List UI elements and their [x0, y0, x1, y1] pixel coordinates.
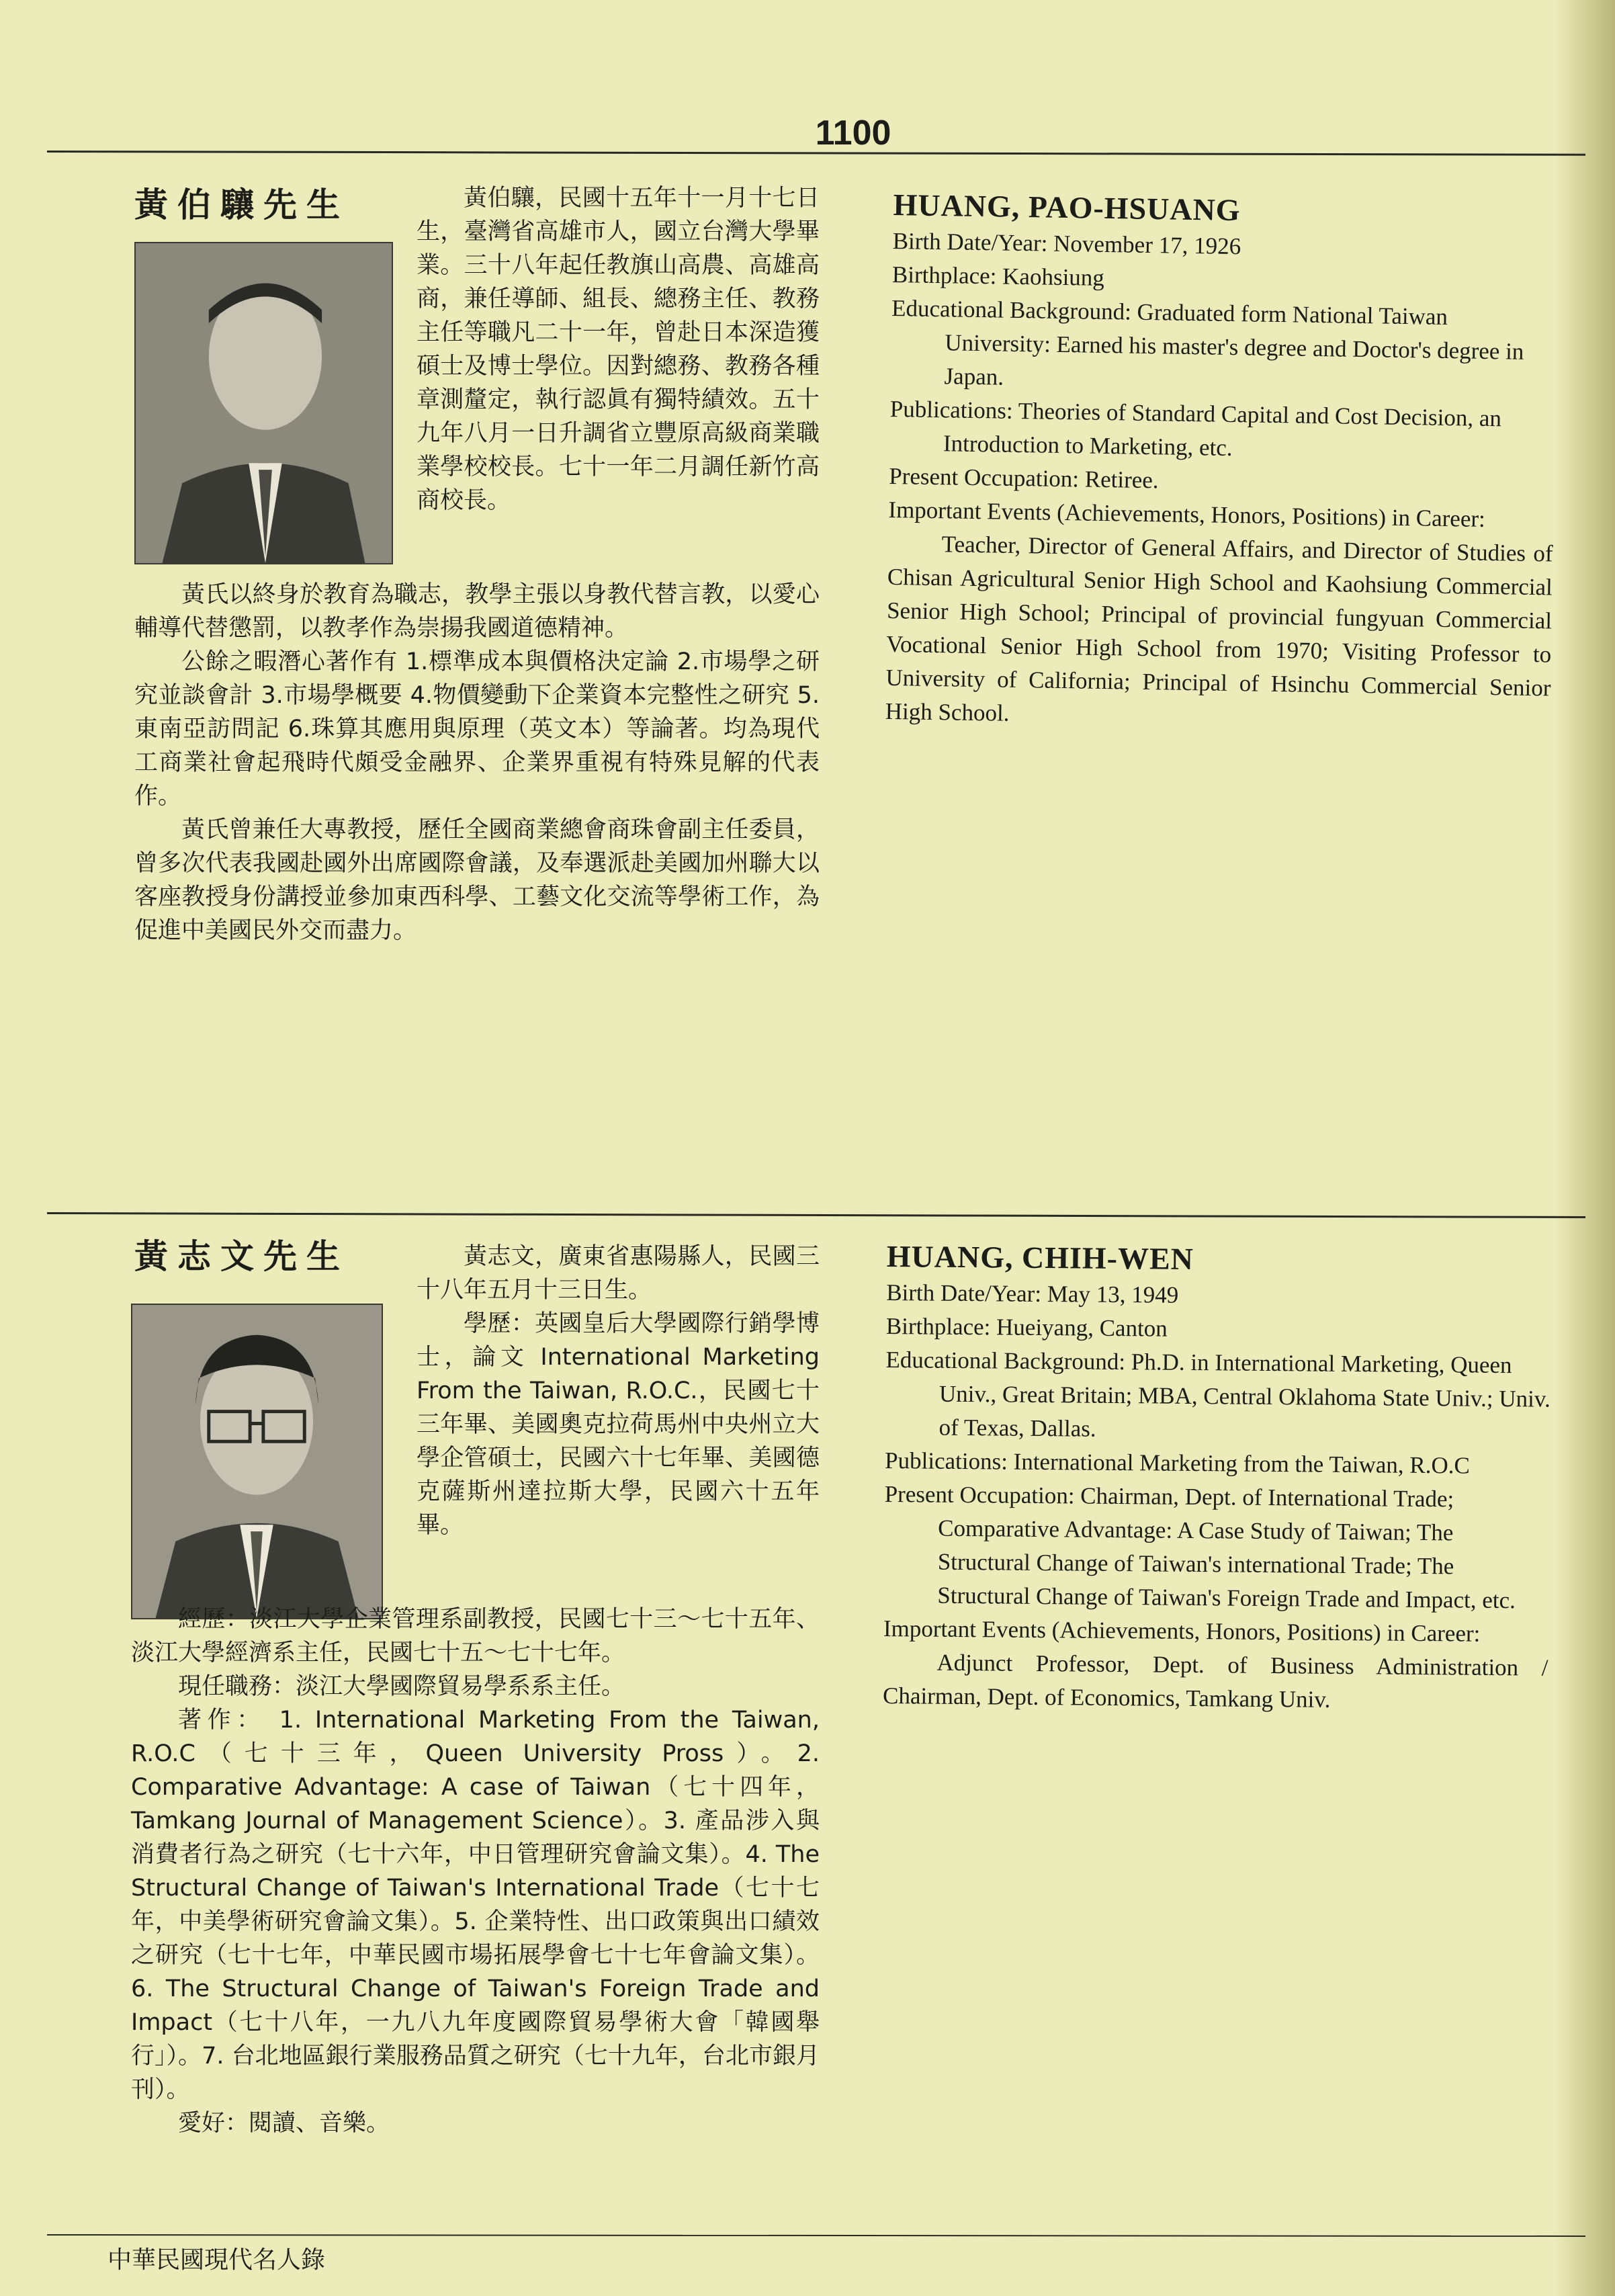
- entry2-en-occupation: Present Occupation: Chairman, Dept. of International Trade; Comparative Advantage: A Case Study of Taiwan; The Structural Change of Taiwan's international Trade; The Structural Change of Taiwan's Foreign Trade and Impact, etc.: [884, 1480, 1516, 1614]
- entry2-cn-paragraph-6: 愛好：閱讀、音樂。: [178, 2110, 390, 2137]
- book-title-footer: 中華民國現代名人錄: [107, 2246, 326, 2274]
- entry1-cn-paragraph-3: 公餘之暇潛心著作有 1.標準成本與價格決定論 2.市場學之研究並談會計 3.市場學概要 4.物價變動下企業資本完整性之研究 5.東南亞訪問記 6.珠算其應用與原理（英文本）等論著。均為現代工商業社會起飛時代頗受金融界、企業界重視有特殊見解的代表作。: [134, 648, 820, 810]
- entry2-en-education: Educational Background: Ph.D. in International Marketing, Queen Univ., Great Britain; MBA, Central Oklahoma State Univ.; Univ. of Texas, Dallas.: [885, 1346, 1551, 1442]
- entry1-cn-bio-bottom: [134, 578, 820, 947]
- entry1-portrait: [134, 242, 393, 564]
- entry2-en-birthplace: Birthplace: Hueiyang, Canton: [885, 1312, 1168, 1342]
- entry2-cn-name: 黃志文先生: [134, 1237, 349, 1276]
- entry2-en-birthdate: Birth Date/Year: May 13, 1949: [886, 1279, 1179, 1308]
- entry1-cn-name: 黃伯驤先生: [134, 185, 349, 224]
- entry1-en-birthplace: Birthplace: Kaohsiung: [891, 261, 1105, 291]
- entry2-cn-paragraph-2: 學歷：英國皇后大學國際行銷學博士，論文 International Marketing From the Taiwan, R.O.C.，民國七十三年畢、美國奧克拉荷馬州中央州立大學企管碩士，民國六十七年畢、美國德克薩斯州達拉斯大學，民國六十五年畢。: [417, 1310, 820, 1539]
- entry2-en-publications: Publications: International Marketing from the Taiwan, R.O.C: [884, 1447, 1471, 1479]
- entry2-en-bio: [883, 1240, 1552, 1719]
- entry1-en-education: Educational Background: Graduated form National Taiwan University: Earned his master's degree and Doctor's degree in Japan.: [891, 294, 1524, 390]
- entry2-portrait: [131, 1304, 383, 1619]
- entry2-cn-paragraph-4: 現任職務：淡江大學國際貿易學系系主任。: [178, 1673, 625, 1700]
- footer-rule: [47, 2234, 1585, 2237]
- entry2-en-events-heading: Important Events (Achievements, Honors, Positions) in Career:: [883, 1615, 1481, 1647]
- entry1-cn-bio-top: [417, 181, 820, 517]
- entry1-en-career: Teacher, Director of General Affairs, and Director of Studies of Chisan Agricultural Senior High School and Kaohsiung Commercial Senior High School; Principal of provincial fungyuan Commercial Vocational Senior High School from 1970; Visiting Professor to University of California; Principal of Hsinchu Commercial Senior High School.: [885, 531, 1553, 726]
- entry2-en-career: Adjunct Professor, Dept. of Business Administration / Chairman, Dept. of Economics, Tamkang Univ.: [882, 1649, 1548, 1713]
- entry1-cn-paragraph-4: 黃氏曾兼任大專教授，歷任全國商業總會商珠會副主任委員，曾多次代表我國赴國外出席國際會議，及奉選派赴美國加州聯大以客座教授身份講授並參加東西科學、工藝文化交流等學術工作，為促進中美國民外交而盡力。: [134, 816, 820, 944]
- entry2-cn-paragraph-3: 經歷：淡江大學企業管理系副教授，民國七十三～七十五年、淡江大學經濟系主任，民國七十五～七十七年。: [131, 1606, 820, 1666]
- entry1-en-bio: [885, 188, 1559, 738]
- page-edge: [1555, 0, 1615, 2296]
- page-number: 1100: [815, 114, 891, 153]
- entry2-cn-bio-bottom: [131, 1603, 820, 2140]
- entry1-en-birthdate: Birth Date/Year: November 17, 1926: [892, 227, 1241, 260]
- entry1-cn-paragraph-1: 黃伯驤，民國十五年十一月十七日生，臺灣省高雄市人，國立台灣大學畢業。三十八年起任教旗山高農、高雄高商，兼任導師、組長、總務主任、教務主任等職凡二十一年，曾赴日本深造獲碩士及博士學位。因對總務、教務各種章測釐定，執行認眞有獨特績效。五十九年八月一日升調省立豐原高級商業職業學校校長。七十一年二月調任新竹高商校長。: [417, 185, 820, 514]
- entry1-cn-paragraph-2: 黃氏以終身於教育為職志，教學主張以身教代替言教，以愛心輔導代替懲罰，以教孝作為崇揚我國道德精神。: [134, 581, 820, 642]
- entry2-cn-bio-top: [417, 1240, 820, 1542]
- entry2-cn-paragraph-1: 黃志文，廣東省惠陽縣人，民國三十八年五月十三日生。: [417, 1243, 820, 1304]
- section-divider: [47, 1212, 1585, 1218]
- entry1-en-occupation: Present Occupation: Retiree.: [888, 462, 1159, 494]
- entry1-en-events-heading: Important Events (Achievements, Honors, Positions) in Career:: [888, 496, 1486, 532]
- entry2-cn-paragraph-5: 著作： 1. International Marketing From the Taiwan, R.O.C（七十三年，Queen University Pross）。2. Comparative Advantage: A case of Taiwan（七十四年，Tamkang Journal of Management Science）。3. 產品涉入與消費者行為之研究（七十六年，中日管理研究會論文集）。4. The Structural Change of Taiwan's International Trade（七十七年，中美學術研究會論文集）。5. 企業特性、出口政策與出口績效之研究（七十七年，中華民國市場拓展學會七十七年會論文集）。6. The Structural Change of Taiwan's Foreign Trade and Impact（七十八年，一九八九年度國際貿易學術大會「韓國舉行」）。7. 台北地區銀行業服務品質之研究（七十九年，台北市銀月刊）。: [131, 1707, 820, 2103]
- entry1-en-publications: Publications: Theories of Standard Capital and Cost Decision, an Introduction to Marketing, etc.: [889, 395, 1502, 461]
- entry2-en-name: HUANG, CHIH-WEN: [886, 1239, 1194, 1276]
- entry1-en-name: HUANG, PAO-HSUANG: [893, 187, 1241, 228]
